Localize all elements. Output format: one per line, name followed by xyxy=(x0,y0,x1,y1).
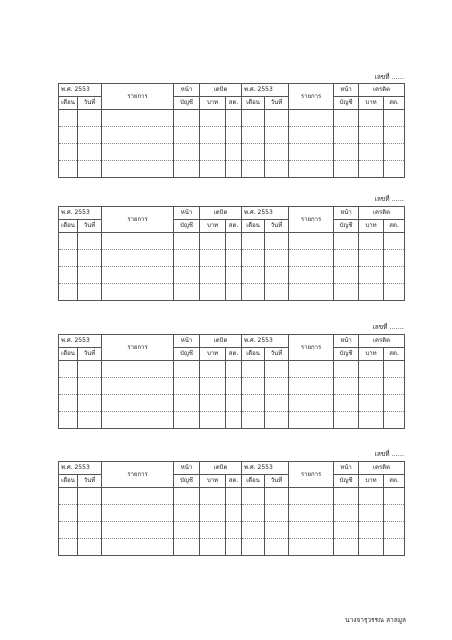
debit-header: เดบิต xyxy=(200,84,242,97)
entry-cell xyxy=(174,110,200,127)
entry-cell xyxy=(265,522,289,539)
entry-cell xyxy=(384,250,405,267)
entry-cell xyxy=(359,267,384,284)
baht-header-right: บาท xyxy=(359,475,384,488)
entry-cell xyxy=(59,488,78,505)
day-header-left: วันที่ xyxy=(78,220,102,233)
item-header-right: รายการ xyxy=(289,207,334,233)
entry-cell xyxy=(242,250,265,267)
entry-cell xyxy=(59,110,78,127)
entry-cell xyxy=(242,161,265,178)
baht-header-right: บาท xyxy=(359,220,384,233)
entry-cell xyxy=(200,144,226,161)
entry-cell xyxy=(78,250,102,267)
entry-cell xyxy=(174,267,200,284)
page-header-left: หน้า xyxy=(174,207,200,220)
entry-cell xyxy=(200,539,226,556)
entry-cell xyxy=(78,144,102,161)
item-header-right: รายการ xyxy=(289,335,334,361)
entry-cell xyxy=(289,361,334,378)
entry-cell xyxy=(334,378,359,395)
account-header-left: บัญชี xyxy=(174,475,200,488)
entry-cell xyxy=(359,361,384,378)
entry-cell xyxy=(242,378,265,395)
entry-cell xyxy=(384,378,405,395)
entry-cell xyxy=(78,412,102,429)
header-row-top xyxy=(59,207,405,220)
entry-cell xyxy=(174,144,200,161)
account-header-right: บัญชี xyxy=(334,348,359,361)
year-header-right: พ.ศ. 2553 xyxy=(242,462,289,475)
entry-cell xyxy=(384,488,405,505)
entry-cell xyxy=(384,267,405,284)
entry-cell xyxy=(174,378,200,395)
item-header-right: รายการ xyxy=(289,462,334,488)
table-row xyxy=(59,412,405,429)
entry-cell xyxy=(226,267,242,284)
entry-cell xyxy=(174,127,200,144)
entry-cell xyxy=(78,161,102,178)
entry-cell xyxy=(334,233,359,250)
satang-header-left: สต. xyxy=(226,97,242,110)
item-header-right: รายการ xyxy=(289,84,334,110)
table-row xyxy=(59,539,405,556)
page-number-label: เลขที่ ...... xyxy=(374,450,404,458)
entry-cell xyxy=(242,412,265,429)
entry-cell xyxy=(200,110,226,127)
entry-cell xyxy=(334,488,359,505)
entry-cell xyxy=(102,250,174,267)
entry-cell xyxy=(200,378,226,395)
entry-cell xyxy=(174,161,200,178)
item-header-left: รายการ xyxy=(102,207,174,233)
entry-cell xyxy=(78,539,102,556)
entry-cell xyxy=(334,395,359,412)
entry-cell xyxy=(200,267,226,284)
day-header-right: วันที่ xyxy=(265,97,289,110)
credit-header: เครดิต xyxy=(359,84,405,97)
entry-cell xyxy=(359,250,384,267)
entry-cell xyxy=(59,378,78,395)
entry-cell xyxy=(102,378,174,395)
entry-cell xyxy=(359,378,384,395)
debit-header: เดบิต xyxy=(200,335,242,348)
entry-cell xyxy=(78,127,102,144)
entry-cell xyxy=(289,539,334,556)
entry-cell xyxy=(242,284,265,301)
year-header-left: พ.ศ. 2553 xyxy=(59,462,102,475)
entry-cell xyxy=(289,488,334,505)
entry-cell xyxy=(200,127,226,144)
satang-header-left: สต. xyxy=(226,348,242,361)
day-header-right: วันที่ xyxy=(265,220,289,233)
baht-header-left: บาท xyxy=(200,97,226,110)
table-row xyxy=(59,250,405,267)
entry-cell xyxy=(265,412,289,429)
entry-cell xyxy=(359,161,384,178)
table-row xyxy=(59,488,405,505)
entry-cell xyxy=(289,267,334,284)
entry-cell xyxy=(265,378,289,395)
entry-cell xyxy=(384,412,405,429)
entry-cell xyxy=(265,267,289,284)
year-header-right: พ.ศ. 2553 xyxy=(242,335,289,348)
day-header-left: วันที่ xyxy=(78,97,102,110)
ledger-table xyxy=(58,206,405,301)
entry-cell xyxy=(200,522,226,539)
entry-cell xyxy=(78,505,102,522)
credit-header: เครดิต xyxy=(359,207,405,220)
entry-cell xyxy=(334,127,359,144)
entry-cell xyxy=(59,127,78,144)
entry-cell xyxy=(334,522,359,539)
entry-cell xyxy=(59,161,78,178)
entry-cell xyxy=(226,505,242,522)
entry-cell xyxy=(59,284,78,301)
account-header-left: บัญชี xyxy=(174,348,200,361)
table-row xyxy=(59,361,405,378)
entry-cell xyxy=(242,144,265,161)
entry-cell xyxy=(359,127,384,144)
account-header-right: บัญชี xyxy=(334,475,359,488)
entry-cell xyxy=(359,522,384,539)
entry-cell xyxy=(384,233,405,250)
entry-cell xyxy=(265,127,289,144)
entry-cell xyxy=(59,539,78,556)
entry-cell xyxy=(78,361,102,378)
entry-cell xyxy=(384,505,405,522)
year-header-right: พ.ศ. 2553 xyxy=(242,207,289,220)
entry-cell xyxy=(226,361,242,378)
entry-cell xyxy=(102,505,174,522)
entry-cell xyxy=(384,161,405,178)
entry-cell xyxy=(78,522,102,539)
header-row-top xyxy=(59,84,405,97)
day-header-left: วันที่ xyxy=(78,348,102,361)
entry-cell xyxy=(78,284,102,301)
entry-cell xyxy=(289,110,334,127)
entry-cell xyxy=(174,488,200,505)
entry-cell xyxy=(242,127,265,144)
entry-cell xyxy=(334,539,359,556)
debit-header: เดบิต xyxy=(200,462,242,475)
entry-cell xyxy=(242,267,265,284)
entry-cell xyxy=(384,361,405,378)
entry-cell xyxy=(242,505,265,522)
entry-cell xyxy=(102,361,174,378)
entry-cell xyxy=(226,395,242,412)
page-header-left: หน้า xyxy=(174,335,200,348)
entry-cell xyxy=(174,412,200,429)
entry-cell xyxy=(242,110,265,127)
table-row xyxy=(59,144,405,161)
baht-header-right: บาท xyxy=(359,348,384,361)
entry-cell xyxy=(289,250,334,267)
debit-header: เดบิต xyxy=(200,207,242,220)
baht-header-left: บาท xyxy=(200,220,226,233)
entry-cell xyxy=(78,395,102,412)
year-header-right: พ.ศ. 2553 xyxy=(242,84,289,97)
entry-cell xyxy=(59,395,78,412)
entry-cell xyxy=(102,539,174,556)
table-row xyxy=(59,284,405,301)
entry-cell xyxy=(200,412,226,429)
entry-cell xyxy=(384,110,405,127)
entry-cell xyxy=(359,233,384,250)
page-number-label: เลขที่ ...... xyxy=(374,73,404,81)
entry-cell xyxy=(265,488,289,505)
entry-cell xyxy=(78,267,102,284)
entry-cell xyxy=(334,284,359,301)
entry-cell xyxy=(226,127,242,144)
entry-cell xyxy=(384,284,405,301)
entry-cell xyxy=(226,233,242,250)
entry-cell xyxy=(174,233,200,250)
entry-cell xyxy=(174,284,200,301)
entry-cell xyxy=(102,233,174,250)
day-header-right: วันที่ xyxy=(265,348,289,361)
year-header-left: พ.ศ. 2553 xyxy=(59,207,102,220)
account-header-left: บัญชี xyxy=(174,97,200,110)
entry-cell xyxy=(200,233,226,250)
month-header-left: เดือน xyxy=(59,475,78,488)
entry-cell xyxy=(102,395,174,412)
entry-cell xyxy=(226,110,242,127)
entry-cell xyxy=(226,161,242,178)
entry-cell xyxy=(226,522,242,539)
page-number-label: เลขที่ ...... xyxy=(374,195,404,203)
entry-cell xyxy=(78,378,102,395)
item-header-left: รายการ xyxy=(102,462,174,488)
year-header-left: พ.ศ. 2553 xyxy=(59,335,102,348)
month-header-left: เดือน xyxy=(59,220,78,233)
entry-cell xyxy=(384,539,405,556)
entry-cell xyxy=(265,395,289,412)
month-header-right: เดือน xyxy=(242,97,265,110)
entry-cell xyxy=(102,488,174,505)
page-header-left: หน้า xyxy=(174,462,200,475)
entry-cell xyxy=(174,522,200,539)
entry-cell xyxy=(102,161,174,178)
entry-cell xyxy=(59,267,78,284)
entry-cell xyxy=(174,250,200,267)
page-header-right: หน้า xyxy=(334,207,359,220)
baht-header-left: บาท xyxy=(200,475,226,488)
entry-cell xyxy=(384,144,405,161)
entry-cell xyxy=(289,522,334,539)
satang-header-right: สต. xyxy=(384,97,405,110)
entry-cell xyxy=(265,144,289,161)
day-header-right: วันที่ xyxy=(265,475,289,488)
entry-cell xyxy=(384,395,405,412)
item-header-left: รายการ xyxy=(102,84,174,110)
entry-cell xyxy=(102,284,174,301)
entry-cell xyxy=(289,284,334,301)
credit-header: เครดิต xyxy=(359,335,405,348)
table-row xyxy=(59,161,405,178)
table-row xyxy=(59,395,405,412)
entry-cell xyxy=(78,233,102,250)
table-row xyxy=(59,505,405,522)
header-row-top xyxy=(59,335,405,348)
entry-cell xyxy=(265,539,289,556)
year-header-left: พ.ศ. 2553 xyxy=(59,84,102,97)
entry-cell xyxy=(200,361,226,378)
entry-cell xyxy=(242,233,265,250)
satang-header-left: สต. xyxy=(226,220,242,233)
entry-cell xyxy=(59,361,78,378)
entry-cell xyxy=(265,505,289,522)
account-header-left: บัญชี xyxy=(174,220,200,233)
entry-cell xyxy=(102,144,174,161)
entry-cell xyxy=(200,161,226,178)
month-header-right: เดือน xyxy=(242,220,265,233)
entry-cell xyxy=(384,522,405,539)
entry-cell xyxy=(359,412,384,429)
entry-cell xyxy=(102,412,174,429)
ledger-table xyxy=(58,461,405,556)
entry-cell xyxy=(289,161,334,178)
entry-cell xyxy=(78,488,102,505)
table-row xyxy=(59,267,405,284)
entry-cell xyxy=(242,539,265,556)
entry-cell xyxy=(289,378,334,395)
account-header-right: บัญชี xyxy=(334,97,359,110)
entry-cell xyxy=(226,378,242,395)
entry-cell xyxy=(334,161,359,178)
entry-cell xyxy=(289,127,334,144)
entry-cell xyxy=(242,488,265,505)
entry-cell xyxy=(242,361,265,378)
satang-header-right: สต. xyxy=(384,348,405,361)
entry-cell xyxy=(226,284,242,301)
entry-cell xyxy=(174,395,200,412)
table-row xyxy=(59,378,405,395)
entry-cell xyxy=(242,395,265,412)
entry-cell xyxy=(226,488,242,505)
entry-cell xyxy=(334,267,359,284)
entry-cell xyxy=(359,144,384,161)
baht-header-right: บาท xyxy=(359,97,384,110)
month-header-left: เดือน xyxy=(59,97,78,110)
entry-cell xyxy=(226,144,242,161)
entry-cell xyxy=(289,233,334,250)
entry-cell xyxy=(226,250,242,267)
entry-cell xyxy=(265,361,289,378)
ledger-table xyxy=(58,83,405,178)
entry-cell xyxy=(265,161,289,178)
entry-cell xyxy=(334,361,359,378)
entry-cell xyxy=(174,539,200,556)
entry-cell xyxy=(359,284,384,301)
page-header-left: หน้า xyxy=(174,84,200,97)
table-row xyxy=(59,110,405,127)
entry-cell xyxy=(359,395,384,412)
entry-cell xyxy=(59,522,78,539)
entry-cell xyxy=(226,539,242,556)
entry-cell xyxy=(384,127,405,144)
entry-cell xyxy=(59,250,78,267)
month-header-right: เดือน xyxy=(242,348,265,361)
month-header-right: เดือน xyxy=(242,475,265,488)
account-header-right: บัญชี xyxy=(334,220,359,233)
entry-cell xyxy=(200,284,226,301)
satang-header-left: สต. xyxy=(226,475,242,488)
entry-cell xyxy=(359,539,384,556)
entry-cell xyxy=(289,144,334,161)
satang-header-right: สต. xyxy=(384,220,405,233)
page-number-label: เลขที่ ....... xyxy=(372,323,404,331)
entry-cell xyxy=(359,505,384,522)
entry-cell xyxy=(359,488,384,505)
entry-cell xyxy=(102,267,174,284)
month-header-left: เดือน xyxy=(59,348,78,361)
baht-header-left: บาท xyxy=(200,348,226,361)
entry-cell xyxy=(289,412,334,429)
entry-cell xyxy=(200,505,226,522)
entry-cell xyxy=(359,110,384,127)
entry-cell xyxy=(289,505,334,522)
table-row xyxy=(59,522,405,539)
entry-cell xyxy=(265,233,289,250)
entry-cell xyxy=(265,110,289,127)
ledger-table xyxy=(58,334,405,429)
entry-cell xyxy=(102,110,174,127)
entry-cell xyxy=(200,250,226,267)
footer-author: นางจารุวรรณ ลาลมูล xyxy=(345,616,406,624)
entry-cell xyxy=(226,412,242,429)
entry-cell xyxy=(102,127,174,144)
header-row-top xyxy=(59,462,405,475)
table-row xyxy=(59,233,405,250)
entry-cell xyxy=(59,412,78,429)
entry-cell xyxy=(334,250,359,267)
entry-cell xyxy=(174,505,200,522)
credit-header: เครดิต xyxy=(359,462,405,475)
entry-cell xyxy=(334,412,359,429)
entry-cell xyxy=(334,144,359,161)
page-header-right: หน้า xyxy=(334,84,359,97)
entry-cell xyxy=(200,395,226,412)
entry-cell xyxy=(242,522,265,539)
entry-cell xyxy=(59,505,78,522)
satang-header-right: สต. xyxy=(384,475,405,488)
entry-cell xyxy=(59,233,78,250)
entry-cell xyxy=(59,144,78,161)
table-row xyxy=(59,127,405,144)
entry-cell xyxy=(265,284,289,301)
entry-cell xyxy=(289,395,334,412)
entry-cell xyxy=(200,488,226,505)
page-header-right: หน้า xyxy=(334,462,359,475)
entry-cell xyxy=(334,110,359,127)
item-header-left: รายการ xyxy=(102,335,174,361)
entry-cell xyxy=(78,110,102,127)
entry-cell xyxy=(102,522,174,539)
entry-cell xyxy=(174,361,200,378)
day-header-left: วันที่ xyxy=(78,475,102,488)
entry-cell xyxy=(265,250,289,267)
page-header-right: หน้า xyxy=(334,335,359,348)
entry-cell xyxy=(334,505,359,522)
